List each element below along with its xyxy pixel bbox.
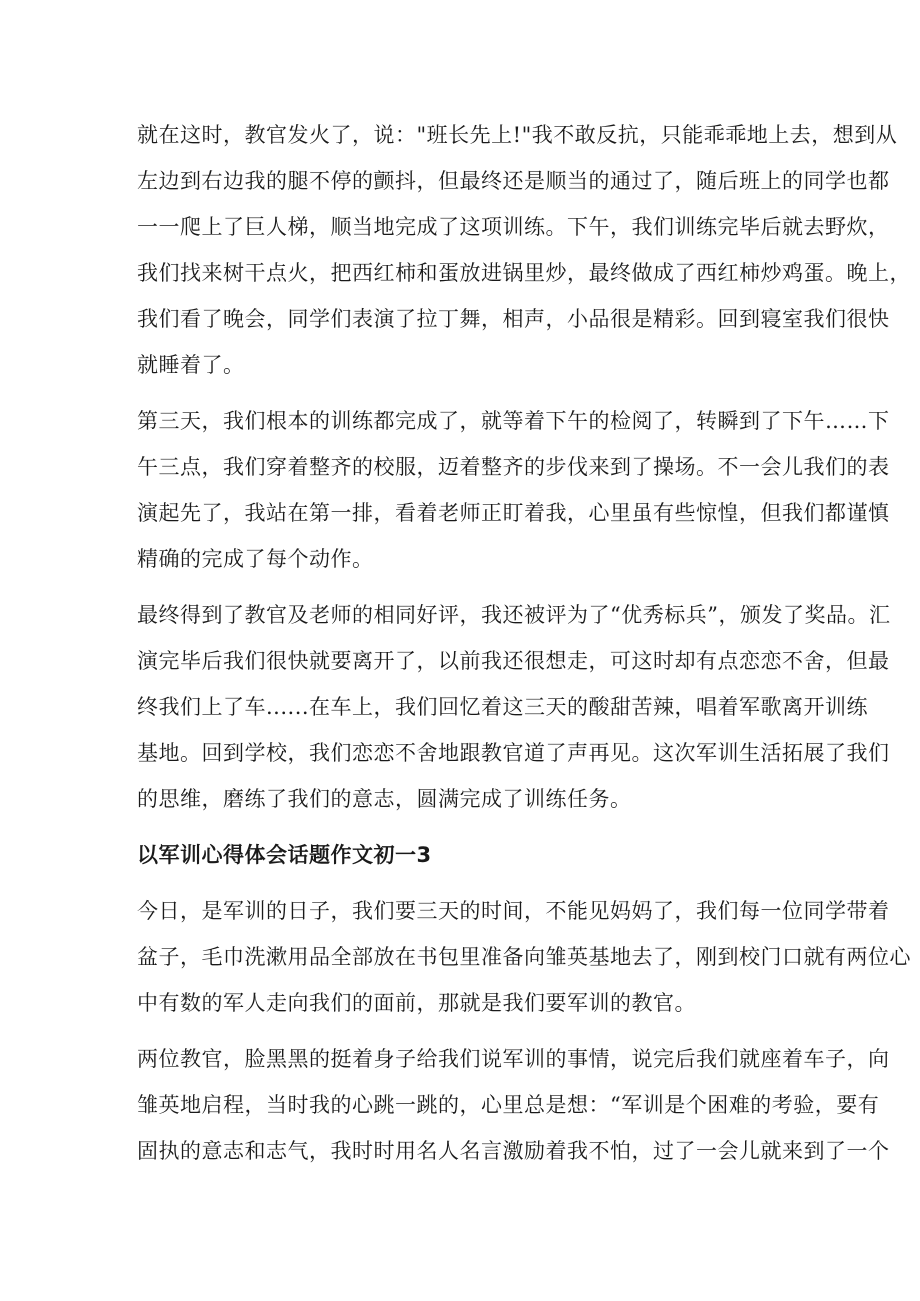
text-line: 左边到右边我的腿不停的颤抖，但最终还是顺当的通过了，随后班上的同学也都 [137,169,890,193]
text-line: 我们找来树干点火，把西红柿和蛋放进锅里炒，最终做成了西红柿炒鸡蛋。晚上， [137,261,911,285]
text-line: 的思维，磨练了我们的意志，圆满完成了训练任务。 [137,787,632,811]
text-line: 第三天，我们根本的训练都完成了，就等着下午的检阅了，转瞬到了下午……下 [137,409,890,433]
text-line: 就在这时，教官发火了，说："班长先上!"我不敢反抗，只能乖乖地上去，想到从 [137,123,898,147]
text-line: 中有数的军人走向我们的面前，那就是我们要军训的教官。 [137,991,696,1015]
text-line: 一一爬上了巨人梯，顺当地完成了这项训练。下午，我们训练完毕后就去野炊， [137,215,890,239]
text-line: 两位教官，脸黑黑的挺着身子给我们说军训的事情，说完后我们就座着车子，向 [137,1047,890,1071]
text-line: 午三点，我们穿着整齐的校服，迈着整齐的步伐来到了操场。不一会儿我们的表 [137,455,890,479]
text-line: 我们看了晚会，同学们表演了拉丁舞，相声，小品很是精彩。回到寝室我们很快 [137,307,890,331]
paragraph-4 [137,888,911,1026]
paragraph-1 [137,112,911,388]
text-line: 就睡着了。 [137,353,245,377]
paragraph-3 [137,592,891,822]
paragraph-5 [137,1036,890,1174]
text-line: 基地。回到学校，我们恋恋不舍地跟教官道了声再见。这次军训生活拓展了我们 [137,741,890,765]
text-line: 终我们上了车......在车上，我们回忆着这三天的酸甜苦辣，唱着军歌离开训练 [137,695,869,719]
section-heading: 以军训心得体会话题作文初一3 [137,843,432,867]
text-line: 最终得到了教官及老师的相同好评，我还被评为了“优秀标兵”，颁发了奖品。汇 [137,603,891,627]
paragraph-2 [137,398,890,582]
text-line: 固执的意志和志气，我时时用名人名言激励着我不怕，过了一会儿就来到了一个 [137,1139,890,1163]
text-line: 雏英地启程，当时我的心跳一跳的，心里总是想：“军训是个困难的考验，要有 [137,1093,880,1117]
text-line: 今日，是军训的日子，我们要三天的时间，不能见妈妈了，我们每一位同学带着 [137,899,890,923]
text-line: 盆子，毛巾洗漱用品全部放在书包里准备向雏英基地去了，刚到校门口就有两位心 [137,945,911,969]
text-line: 演完毕后我们很快就要离开了，以前我还很想走，可这时却有点恋恋不舍，但最 [137,649,890,673]
text-line: 精确的完成了每个动作。 [137,547,374,571]
document-body [137,112,911,1184]
text-line: 演起先了，我站在第一排，看着老师正盯着我，心里虽有些惊惶，但我们都谨慎 [137,501,890,525]
